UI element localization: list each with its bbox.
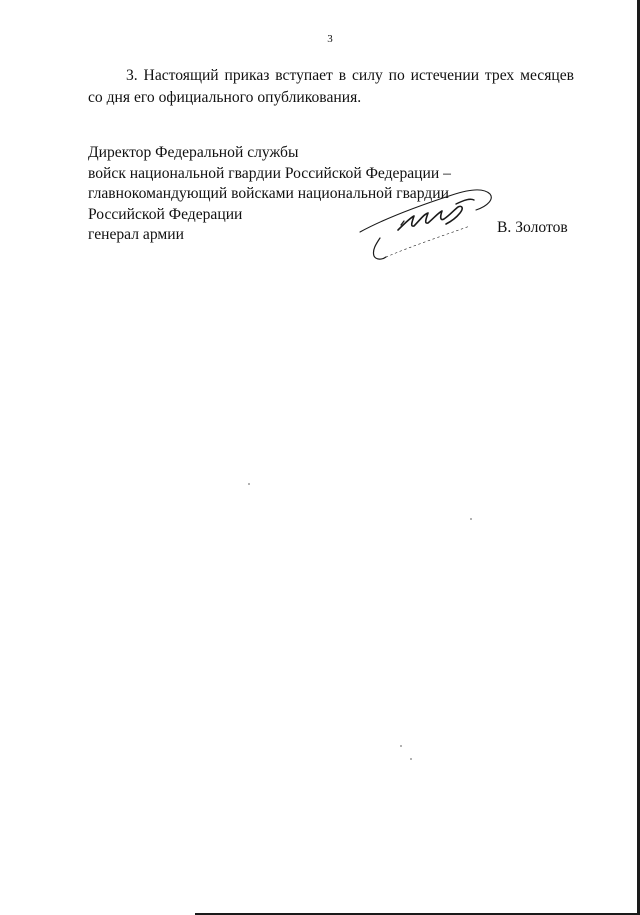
order-paragraph (88, 65, 574, 109)
paragraph-line-1: 3. Настоящий приказ вступает в силу по истечении трех месяцев (126, 67, 574, 84)
handwritten-signature (352, 180, 502, 265)
signatory-title-line: Российской Федерации (88, 205, 243, 223)
scan-speck (248, 483, 250, 485)
page-number: 3 (327, 33, 333, 45)
scan-speck (400, 745, 402, 747)
signatory-title-line: войск национальной гвардии Российской Федерации – (88, 164, 451, 182)
scan-speck (470, 518, 472, 520)
signatory-title-line: генерал армии (88, 226, 184, 243)
signatory-title-line: главнокомандующий войсками национальной гвардии (88, 185, 449, 202)
scan-speck (410, 758, 412, 760)
paragraph-line-2: со дня его официального опубликования. (88, 89, 362, 106)
signatory-title-line: Директор Федеральной службы (88, 144, 299, 161)
signer-name: В. Золотов (497, 219, 568, 236)
